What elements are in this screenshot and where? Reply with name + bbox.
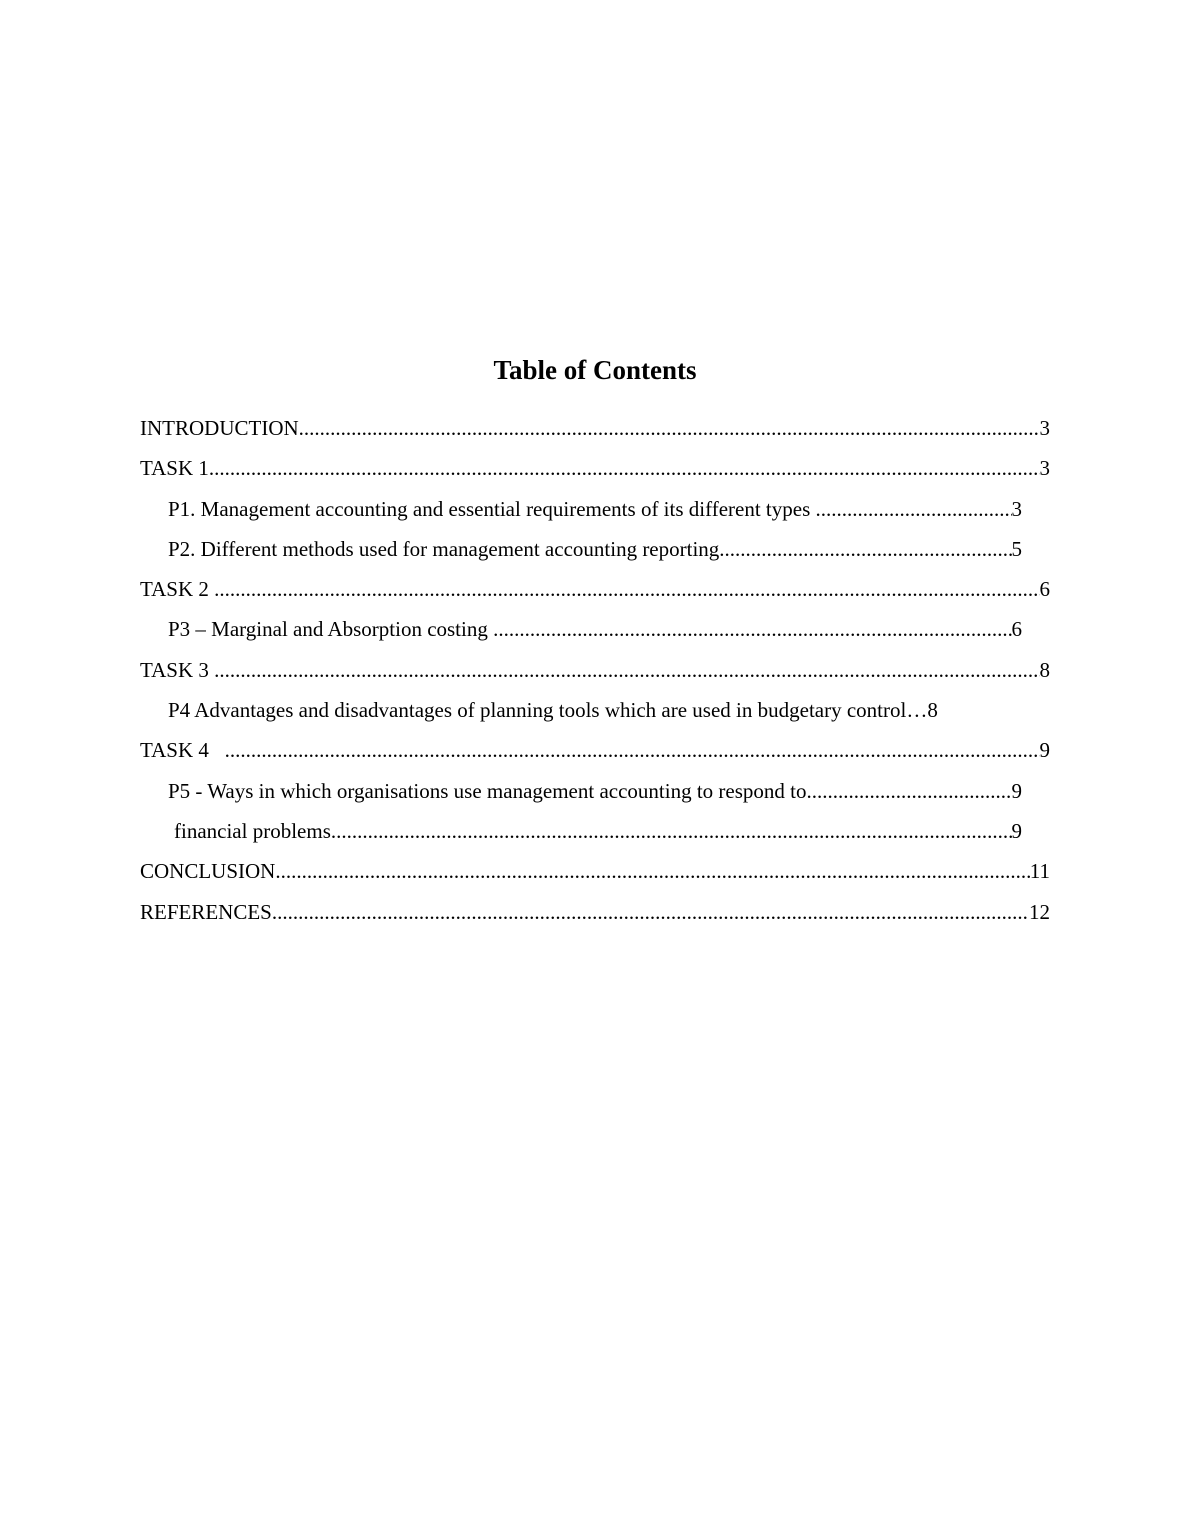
toc-page-number: 11 <box>1029 859 1050 884</box>
toc-page-number: 12 <box>1029 899 1050 924</box>
toc-entry-p1[interactable] <box>140 489 1022 529</box>
toc-dot-leader <box>299 408 1040 448</box>
toc-dot-leader <box>209 448 1040 488</box>
toc-entry-task-4[interactable] <box>140 730 1050 770</box>
toc-page-number: 8 <box>927 698 938 723</box>
toc-entry-p2[interactable] <box>140 529 1022 569</box>
toc-entry-text: TASK 4 <box>140 738 225 763</box>
toc-dot-leader <box>816 489 1012 529</box>
toc-entry-text: P5 - Ways in which organisations use management accounting to respond to <box>168 778 807 803</box>
toc-title: Table of Contents <box>493 355 697 385</box>
toc-list <box>140 408 1050 932</box>
toc-entry-conclusion[interactable] <box>140 851 1050 891</box>
toc-page-number: 3 <box>1039 416 1050 440</box>
toc-entry-task-2[interactable] <box>140 569 1050 609</box>
toc-dot-leader <box>807 771 1012 811</box>
toc-entry-p3[interactable] <box>140 609 1022 649</box>
toc-entry-text: P4 Advantages and disadvantages of planning tools which are used in budgetary control… <box>168 698 928 723</box>
toc-page-number: 3 <box>1039 456 1050 481</box>
toc-page-number: 8 <box>1039 657 1050 682</box>
toc-dot-leader <box>719 529 1011 569</box>
toc-entry-text: P1. Management accounting and essential requirements of its different types <box>168 496 816 521</box>
toc-page-number: 3 <box>1011 496 1022 521</box>
toc-entry-task-3[interactable] <box>140 650 1050 690</box>
toc-page-number: 9 <box>1039 738 1050 763</box>
toc-entry-text: P2. Different methods used for management accounting reporting <box>168 536 720 561</box>
toc-dot-leader <box>275 851 1029 891</box>
toc-dot-leader <box>214 650 1039 690</box>
toc-dot-leader <box>493 609 1011 649</box>
toc-entry-p5-continued[interactable] <box>140 811 1022 851</box>
toc-entry-task-1[interactable] <box>140 448 1050 488</box>
toc-entry-references[interactable] <box>140 892 1050 932</box>
toc-page-number: 5 <box>1011 536 1022 561</box>
toc-entry-text: P3 – Marginal and Absorption costing <box>168 617 494 642</box>
toc-dot-leader <box>225 730 1040 770</box>
toc-entry-introduction[interactable] <box>140 408 1050 448</box>
toc-page-number: 9 <box>1011 778 1022 803</box>
toc-entry-text: TASK 2 <box>140 577 215 602</box>
toc-dot-leader <box>272 892 1029 932</box>
toc-entry-p4[interactable] <box>140 690 1022 730</box>
toc-entry-text: TASK 3 <box>140 657 215 682</box>
toc-entry-text: TASK 1 <box>140 456 209 481</box>
toc-entry-text: REFERENCES <box>140 899 272 924</box>
toc-entry-text: financial problems <box>174 818 331 843</box>
toc-page-number: 6 <box>1011 617 1022 642</box>
toc-entry-text: CONCLUSION <box>140 859 276 884</box>
toc-page-number: 6 <box>1039 577 1050 602</box>
toc-entry-text: INTRODUCTION <box>140 416 299 440</box>
toc-dot-leader <box>331 811 1012 851</box>
toc-entry-p5[interactable] <box>140 771 1022 811</box>
toc-page-number: 9 <box>1011 818 1022 843</box>
toc-dot-leader <box>214 569 1039 609</box>
